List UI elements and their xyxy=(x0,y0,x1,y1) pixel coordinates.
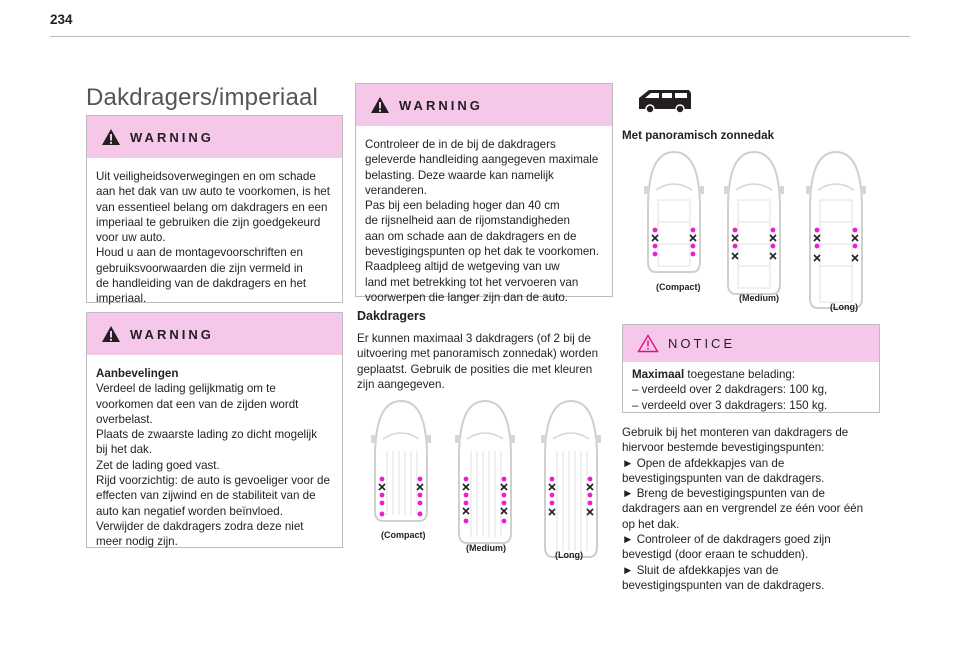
text-line: belasting. Deze waarde kan namelijk xyxy=(365,168,554,182)
notice-box xyxy=(622,324,880,413)
text-line: voor uw auto. xyxy=(96,231,166,245)
panoramic-heading: Met panoramisch zonnedak xyxy=(622,129,775,142)
text-line: dakdragers aan en vergrendel ze één voor één xyxy=(622,502,864,516)
text-line: de rijsnelheid aan de rijomstandigheden xyxy=(365,214,570,228)
text-line: Plaats de zwaarste lading zo dicht mogelijk xyxy=(96,428,318,442)
page-number: 234 xyxy=(50,12,73,27)
page-title: Dakdragers/imperiaal xyxy=(86,84,319,111)
text-line: auto kan negatief worden beïnvloed. xyxy=(96,504,283,518)
caption-compact-panoramic: (Compact) xyxy=(656,282,701,292)
section-heading-dakdragers: Dakdragers xyxy=(357,309,426,323)
text-line: – verdeeld over 2 dakdragers: 100 kg, xyxy=(632,383,828,397)
warning-text xyxy=(356,126,612,305)
text-line: bevestigingspunten op het dak te voorkomen. xyxy=(365,245,599,259)
text-line: bevestigingspunten van de dakdragers. xyxy=(622,578,825,592)
text-line: op het dak. xyxy=(622,517,680,531)
caption-long-panoramic: (Long) xyxy=(830,302,858,312)
text-line: Maximaal toegestane belading: xyxy=(632,368,796,381)
text-line: – verdeeld over 3 dakdragers: 150 kg. xyxy=(632,398,828,412)
notice-triangle-icon xyxy=(637,334,659,353)
notice-text xyxy=(623,362,879,413)
text-line: Er kunnen maximaal 3 dakdragers (of 2 bij de xyxy=(357,332,591,345)
text-line: bevestigd (door eraan te schudden). xyxy=(622,548,809,562)
text-line: meer nodig zijn. xyxy=(96,535,178,549)
instructions-paragraph xyxy=(622,425,887,593)
warning-triangle-icon xyxy=(370,96,390,114)
text-line: voorkomen dat een van de zijden wordt xyxy=(96,397,299,411)
text-line: veranderen. xyxy=(365,183,427,197)
text-line: geleverde handleiding aangegeven maximale xyxy=(365,153,599,167)
warning-label: WARNING xyxy=(130,326,214,342)
text-line: aan het dak van uw auto te voorkomen, is het xyxy=(96,185,330,199)
text-line: Raadpleeg altijd de wetgeving van uw xyxy=(365,260,560,274)
text-line: ► Breng de bevestigingspunten van de xyxy=(622,487,825,501)
warning-header xyxy=(87,313,342,355)
text-line: gebruiksvoorwaarden die zijn vermeld in xyxy=(96,261,303,275)
notice-label: NOTICE xyxy=(668,336,736,351)
text-line: uitvoering met panoramisch zonnedak) worden xyxy=(357,347,599,361)
warning-header xyxy=(87,116,342,158)
text-line: Controleer de in de bij de dakdragers xyxy=(365,138,556,151)
header-divider xyxy=(50,36,910,37)
warning-header xyxy=(356,84,612,126)
caption-medium-panoramic: (Medium) xyxy=(739,293,779,303)
notice-header xyxy=(623,325,879,362)
warning-text xyxy=(87,158,342,307)
warning-text xyxy=(87,355,342,550)
text-line: ► Open de afdekkapjes van de xyxy=(622,456,785,470)
warning-box-2 xyxy=(86,312,343,548)
text-line: ► Controleer of de dakdragers goed zijn xyxy=(622,533,831,547)
text-line: imperiaal te gebruiken die zijn goedgekeurd xyxy=(96,215,321,229)
text-line: bevestigingspunten van de dakdragers. xyxy=(622,471,825,485)
text-line: aan om schade aan de dakdragers en de xyxy=(365,229,577,243)
text-line: Houd u aan de montagevoorschriften en xyxy=(96,246,303,260)
text-line: de handleiding van de dakdragers en het xyxy=(96,277,307,291)
warning-triangle-icon xyxy=(101,128,121,146)
text-line: Zet de lading goed vast. xyxy=(96,458,220,472)
text-line: overbelast. xyxy=(96,412,153,426)
text-line: zijn aangegeven. xyxy=(357,377,445,391)
warning-box-1 xyxy=(86,115,343,306)
caption-long: (Long) xyxy=(555,550,583,560)
warning-label: WARNING xyxy=(399,97,483,113)
warning-triangle-icon xyxy=(101,325,121,343)
text-line: Pas bij een belading hoger dan 40 cm xyxy=(365,199,560,213)
text-line: Gebruik bij het monteren van dakdragers de xyxy=(622,426,849,439)
text-line: voorwerpen die langer zijn dan de auto. xyxy=(365,290,569,304)
text-line: effecten van zijwind en de stabiliteit van de xyxy=(96,489,316,503)
warning-box-3 xyxy=(355,83,613,304)
warning-label: WARNING xyxy=(130,129,214,145)
text-line: Verwijder de dakdragers zodra deze niet xyxy=(96,519,304,533)
van-icon xyxy=(637,87,693,115)
text-line: van essentieel belang om dakdragers en een xyxy=(96,200,328,214)
dakdragers-paragraph xyxy=(357,331,617,392)
text-line: bij het dak. xyxy=(96,443,153,457)
text-line: Rijd voorzichtig: de auto is gevoeliger voor de xyxy=(96,474,330,488)
text-line: Uit veiligheidsoverwegingen en om schade xyxy=(96,170,316,183)
recommendations-heading: Aanbevelingen xyxy=(96,367,179,380)
text-line: geplaatst. Gebruik de posities die met kleuren xyxy=(357,362,593,376)
text-line: Verdeel de lading gelijkmatig om te xyxy=(96,382,276,396)
caption-medium: (Medium) xyxy=(466,543,506,553)
text-line: hiervoor bestemde bevestigingspunten: xyxy=(622,441,825,455)
text-line: ► Sluit de afdekkapjes van de xyxy=(622,563,779,577)
text-line: land met betrekking tot het vervoeren van xyxy=(365,275,579,289)
caption-compact: (Compact) xyxy=(381,530,426,540)
text-line: imperiaal. xyxy=(96,292,147,306)
